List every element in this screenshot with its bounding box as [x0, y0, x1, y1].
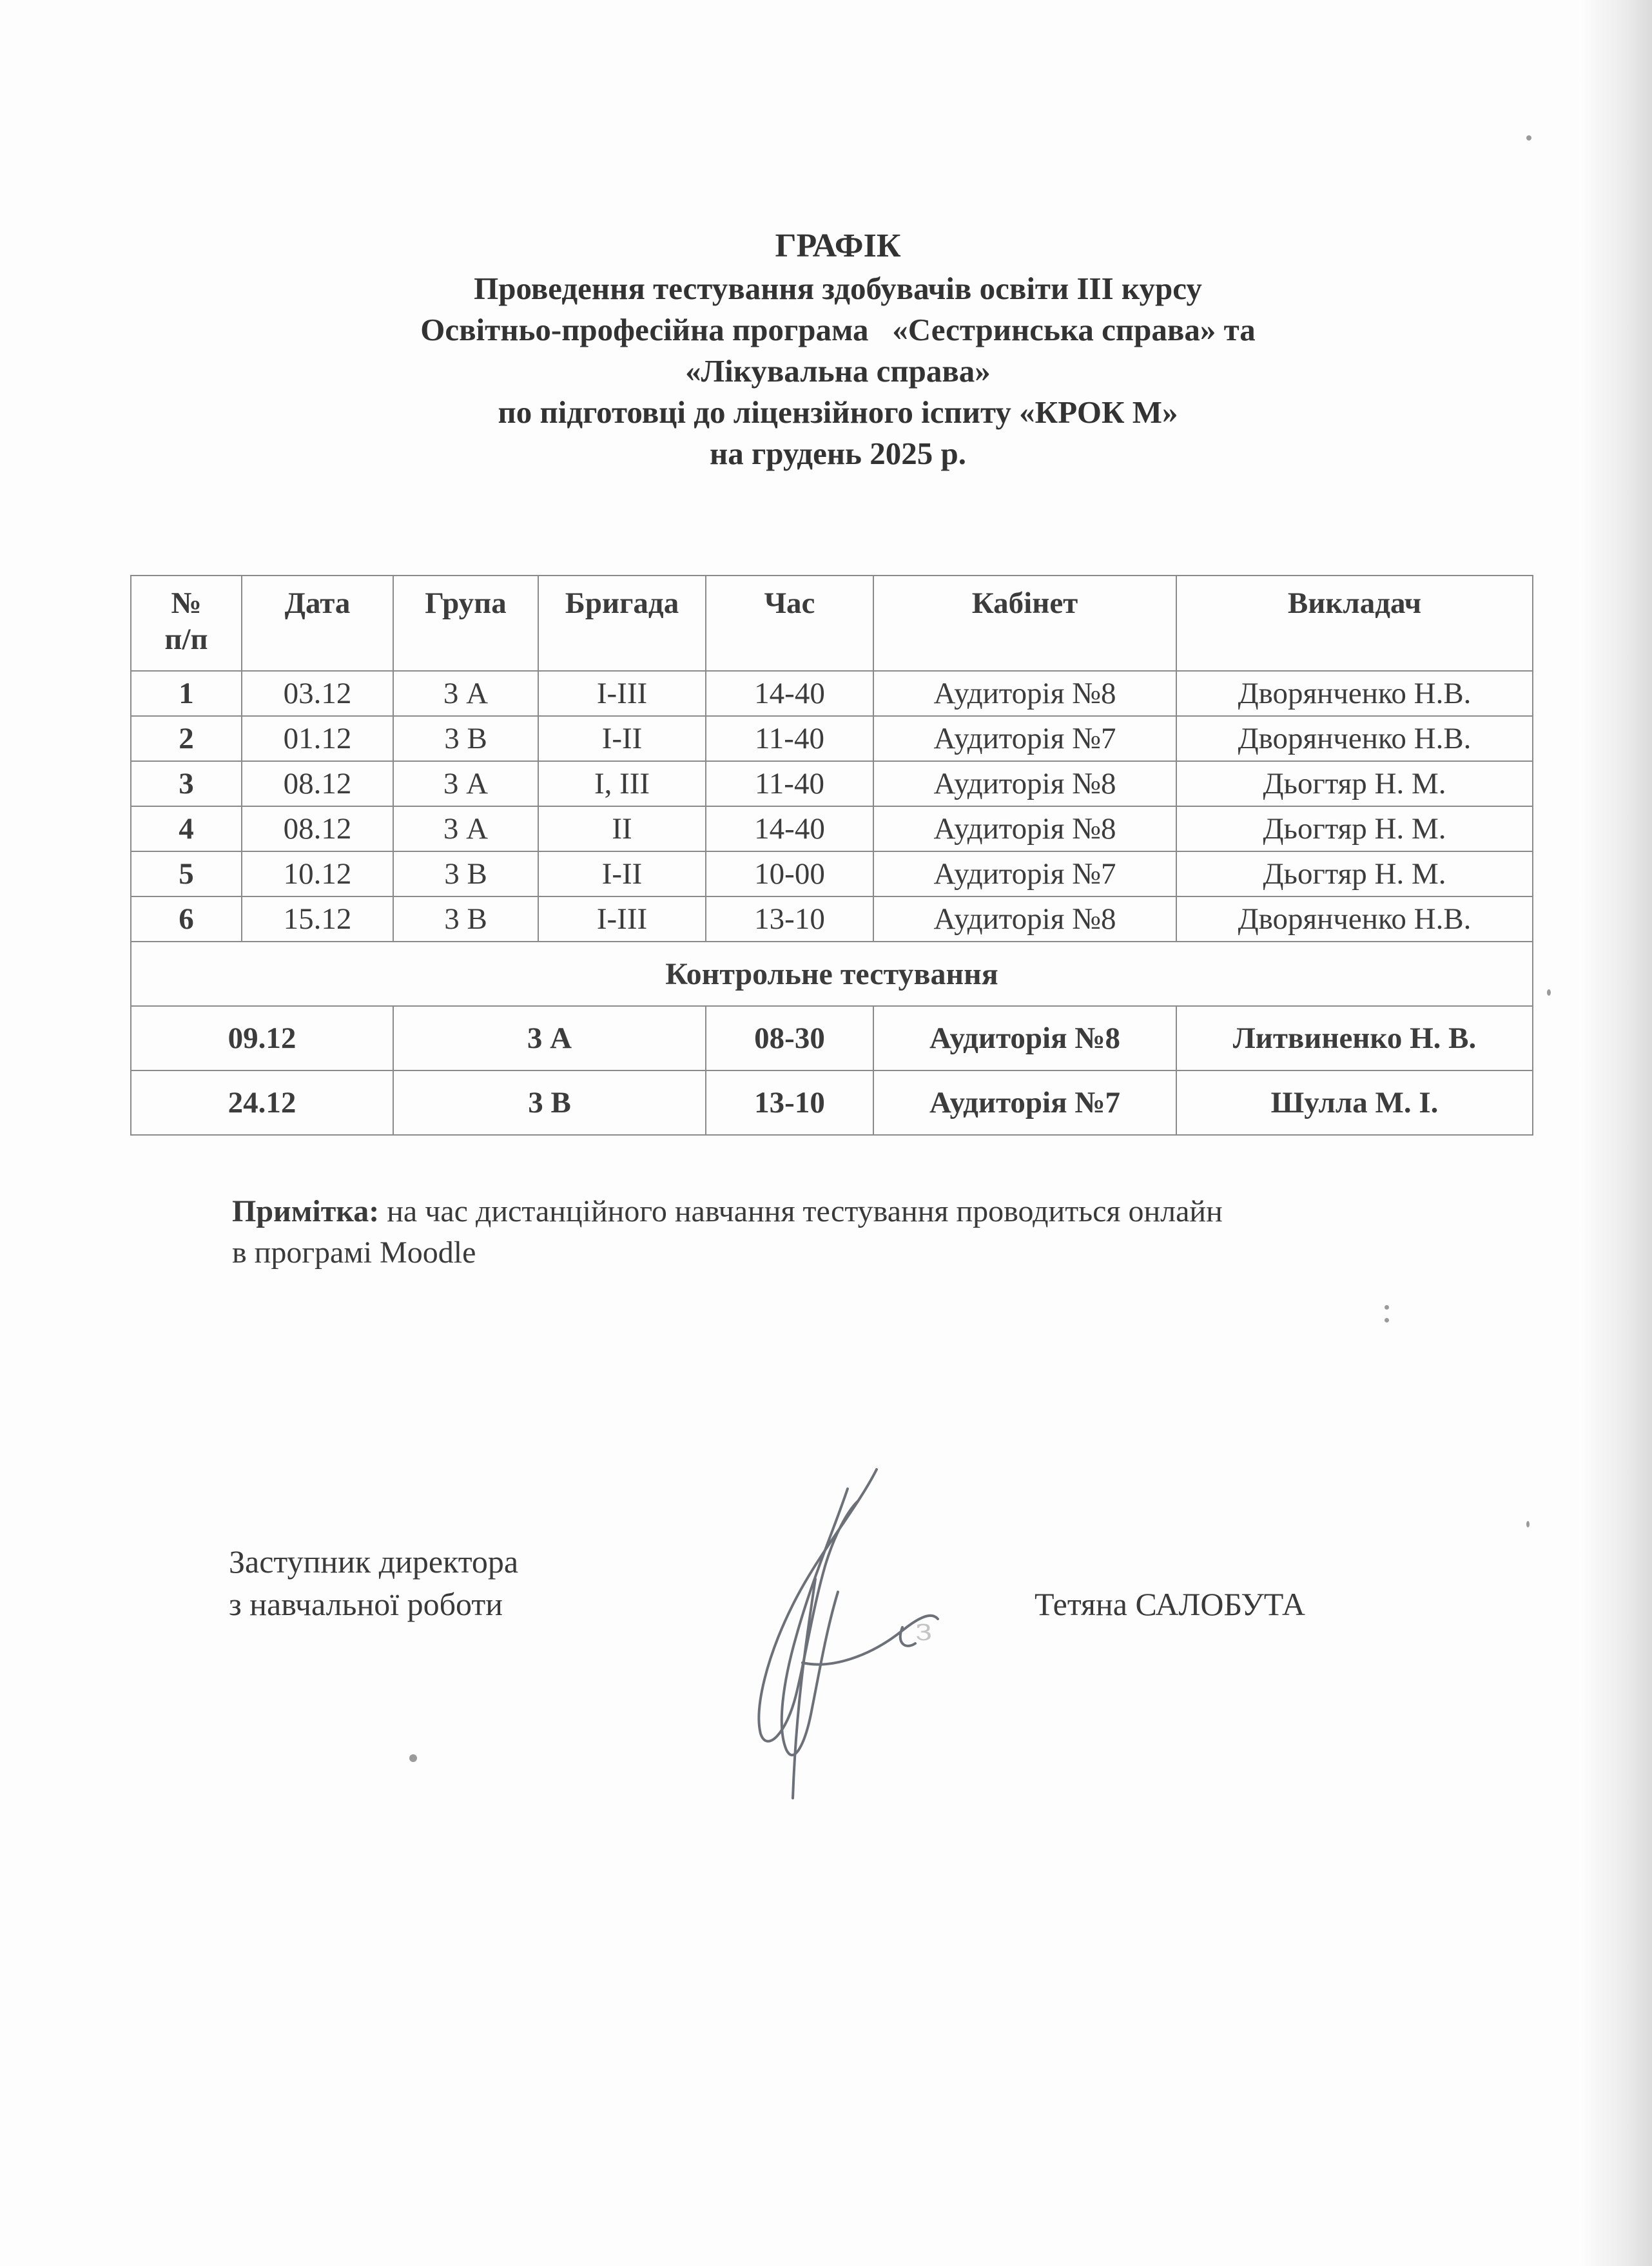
control-row	[131, 1006, 1533, 1070]
cell-date: 08.12	[242, 761, 393, 806]
cell-date: 10.12	[242, 851, 393, 896]
cell-time: 08-30	[706, 1006, 873, 1070]
column-header-date: Дата	[242, 576, 393, 671]
cell-date: 01.12	[242, 716, 393, 761]
heading-line: на грудень 2025 р.	[710, 436, 966, 471]
cell-brigade: II	[538, 806, 706, 851]
cell-room: Аудиторія №8	[873, 671, 1176, 716]
cell-room: Аудиторія №7	[873, 1070, 1176, 1135]
cell-time: 13-10	[706, 896, 873, 942]
note-text-line2: в програмі Moodle	[232, 1235, 476, 1270]
cell-time: 11-40	[706, 716, 873, 761]
cell-time: 14-40	[706, 806, 873, 851]
table-row	[131, 806, 1533, 851]
cell-date: 08.12	[242, 806, 393, 851]
schedule-table	[130, 575, 1533, 1136]
cell-room: Аудиторія №7	[873, 851, 1176, 896]
scan-speck	[1385, 1305, 1389, 1310]
table-row	[131, 716, 1533, 761]
note	[232, 1191, 1489, 1273]
handwritten-signature	[683, 1450, 980, 1811]
cell-date: 09.12	[131, 1006, 393, 1070]
header-num-line: п/п	[164, 623, 208, 656]
cell-group: 3 А	[393, 761, 538, 806]
scan-edge-shadow	[1581, 0, 1652, 2266]
document-heading	[258, 226, 1418, 474]
signature-stroke	[900, 1627, 915, 1646]
cell-time: 14-40	[706, 671, 873, 716]
cell-date: 24.12	[131, 1070, 393, 1135]
cell-brigade: I-II	[538, 716, 706, 761]
heading-line: Освітньо-професійна програма «Сестринська справа» та	[420, 312, 1256, 347]
cell-room: Аудиторія №8	[873, 896, 1176, 942]
cell-teacher: Дворянченко Н.В.	[1176, 671, 1533, 716]
header-num-line: №	[171, 586, 202, 620]
cell-num: 5	[131, 851, 242, 896]
heading-line: Проведення тестування здобувачів освіти III курсу	[474, 271, 1202, 306]
table-row	[131, 671, 1533, 716]
scan-speck	[1385, 1318, 1389, 1322]
signatory-position	[229, 1540, 518, 1625]
cell-teacher: Шулла М. І.	[1176, 1070, 1533, 1135]
signatory-name: Тетяна САЛОБУТА	[1035, 1586, 1305, 1622]
cell-num: 1	[131, 671, 242, 716]
cell-num: 3	[131, 761, 242, 806]
cell-date: 03.12	[242, 671, 393, 716]
control-row	[131, 1070, 1533, 1135]
signature-stroke	[782, 1489, 848, 1755]
column-header-brigade: Бригада	[538, 576, 706, 671]
column-header-teacher: Викладач	[1176, 576, 1533, 671]
cell-group: 3 В	[393, 716, 538, 761]
position-line: Заступник директора	[229, 1544, 519, 1580]
scan-speck	[1526, 1521, 1530, 1527]
cell-group: 3 А	[393, 1006, 706, 1070]
heading-line: по підготовці до ліцензійного іспиту «КРОК М»	[498, 394, 1178, 430]
table-row	[131, 761, 1533, 806]
cell-brigade: I-III	[538, 671, 706, 716]
cell-group: 3 А	[393, 671, 538, 716]
scan-speck	[1526, 135, 1531, 140]
table-header-row	[131, 576, 1533, 671]
cell-date: 15.12	[242, 896, 393, 942]
heading-line: «Лікувальна справа»	[685, 353, 991, 389]
column-header-num	[131, 576, 242, 671]
note-label: Примітка:	[232, 1194, 380, 1228]
column-header-time: Час	[706, 576, 873, 671]
cell-room: Аудиторія №8	[873, 1006, 1176, 1070]
cell-teacher: Дьогтяр Н. М.	[1176, 806, 1533, 851]
control-section-row	[131, 942, 1533, 1006]
cell-room: Аудиторія №8	[873, 761, 1176, 806]
cell-group: 3 А	[393, 806, 538, 851]
control-section-title: Контрольне тестування	[131, 942, 1533, 1006]
cell-brigade: I, III	[538, 761, 706, 806]
column-header-group: Група	[393, 576, 538, 671]
cell-num: 4	[131, 806, 242, 851]
cell-group: 3 В	[393, 1070, 706, 1135]
stamp-mark: з	[915, 1612, 933, 1648]
cell-group: 3 В	[393, 851, 538, 896]
document-title: ГРАФІК	[775, 228, 901, 264]
cell-teacher: Литвиненко Н. В.	[1176, 1006, 1533, 1070]
cell-teacher: Дворянченко Н.В.	[1176, 896, 1533, 942]
note-line	[232, 1191, 1489, 1232]
cell-num: 6	[131, 896, 242, 942]
column-header-room: Кабінет	[873, 576, 1176, 671]
cell-brigade: I-III	[538, 896, 706, 942]
table-row	[131, 851, 1533, 896]
cell-group: 3 В	[393, 896, 538, 942]
scan-speck	[1547, 989, 1551, 996]
cell-num: 2	[131, 716, 242, 761]
table-row	[131, 896, 1533, 942]
cell-time: 10-00	[706, 851, 873, 896]
cell-time: 13-10	[706, 1070, 873, 1135]
cell-room: Аудиторія №7	[873, 716, 1176, 761]
signature-stroke	[759, 1469, 877, 1741]
cell-teacher: Дворянченко Н.В.	[1176, 716, 1533, 761]
position-line: з навчальної роботи	[229, 1586, 503, 1622]
cell-teacher: Дьогтяр Н. М.	[1176, 851, 1533, 896]
note-text: на час дистанційного навчання тестування проводиться онлайн	[379, 1194, 1223, 1228]
cell-brigade: I-II	[538, 851, 706, 896]
cell-teacher: Дьогтяр Н. М.	[1176, 761, 1533, 806]
cell-room: Аудиторія №8	[873, 806, 1176, 851]
scan-speck	[409, 1754, 417, 1762]
cell-time: 11-40	[706, 761, 873, 806]
